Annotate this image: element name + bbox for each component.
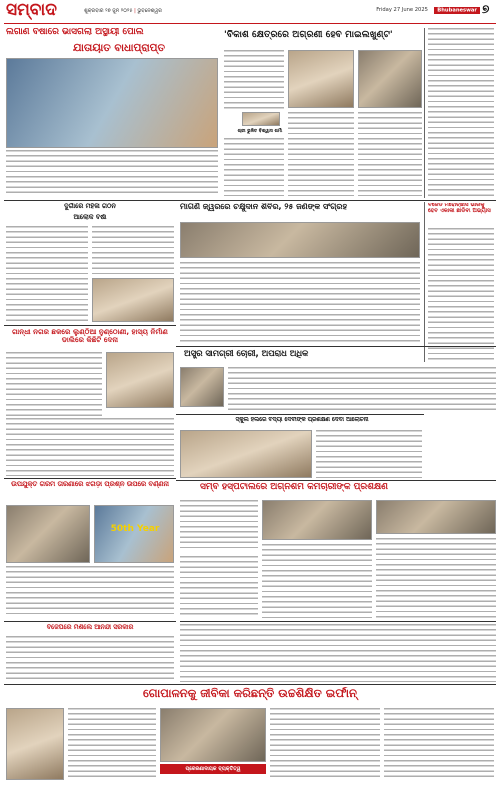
lead-left-headline-2: ଯାତାୟାତ ବାଧାପ୍ରାପ୍ତ <box>72 43 166 54</box>
top-center-body-4 <box>358 112 422 196</box>
top-center-photo-2 <box>358 50 422 108</box>
gandhi-body <box>6 352 102 416</box>
top-center-body-1 <box>224 50 284 112</box>
bottom-photo-1 <box>6 708 64 780</box>
sand-body <box>228 367 496 413</box>
date-english: Friday 27 June 2025 <box>376 7 428 13</box>
training-body-1 <box>180 500 258 552</box>
bottom-body-2 <box>270 708 380 780</box>
bottom-photo-2 <box>160 708 266 762</box>
gandhi-portrait-photo <box>106 352 174 408</box>
training-body-2 <box>262 544 372 618</box>
training-headline: ସମ୍ବ ହସ୍ପିଟାଲରେ ଅଗ୍ନିଶମ କର୍ମଚାରୀଙ୍କ ପ୍ରଶିକ୍ଷଣ <box>200 483 388 492</box>
right-column-body-top <box>428 28 494 196</box>
training-body-4 <box>180 556 258 618</box>
training-photo-1 <box>262 500 372 540</box>
rotary-subheadline: ଆଲୋକ ବର୍ଷା <box>73 214 107 221</box>
right-story-body <box>428 228 494 360</box>
section-odia: ଭୁବନେଶ୍ୱର <box>137 8 162 14</box>
masthead-dateline-english <box>340 7 480 17</box>
top-center-body-3 <box>288 112 354 196</box>
bottom-tag: ପ୍ରେରଣାଦାୟକ ବ୍ୟକ୍ତିତ୍ୱ <box>160 764 266 774</box>
poster-text: 50th Year <box>110 524 160 534</box>
misc-body <box>180 624 496 682</box>
teacher-body <box>6 566 174 618</box>
page-number: ୭ <box>482 3 490 16</box>
bottom-body-3 <box>384 708 494 780</box>
sand-headline: ଅସ୍ତ୍ର ସାମଗ୍ରୀ ଚୋରୀ, ଅପରାଧ ଅଧିକ <box>184 349 309 358</box>
poster-photo <box>94 505 174 563</box>
top-center-caption: ଶ୍ରୀ ଭୁଜିତ ବିଶ୍ୱାସ ଶର୍ମା <box>237 129 283 134</box>
bottom-body-1 <box>68 708 156 780</box>
news-a-headline: ସ୍କୁଲ ହଲରେ ବିଦ୍ୟା ଦେବୀଙ୍କ ପ୍ରଶିକ୍ଷଣ ଦେବା ଆଲୋଚନା <box>235 417 369 423</box>
school-photo <box>6 505 90 563</box>
masthead-dateline-odia: ଶୁକ୍ରବାର ୨୭ ଜୁନ ୨୦୨୫ | ଭୁବନେଶ୍ୱର <box>84 8 162 14</box>
portrait-photo-small <box>242 112 280 126</box>
training-photo-2 <box>376 500 496 534</box>
masthead <box>0 0 500 27</box>
flood-photo <box>6 58 218 148</box>
teacher-headline: ଉପଯୁକ୍ତ ଗରମ ତାରଣାରେ ଝଗଡ଼ା ପ୍ରଶ୍ନ ଉପରେ ବର୍ଣ୍ଣନା <box>11 481 169 488</box>
death-body <box>6 636 174 682</box>
camp-body <box>180 262 420 344</box>
camp-photo <box>180 222 420 258</box>
news-a-body <box>316 430 422 478</box>
date-odia: ଶୁକ୍ରବାର ୨୭ ଜୁନ ୨୦୨୫ <box>84 8 133 14</box>
gandhi-body-2 <box>6 418 174 476</box>
bottom-headline: ଗୋପାଳନକୁ ଜୀବିକା କରିଛନ୍ତି ଉଚ୍ଚଶିକ୍ଷିତ ଇର୍ଫାନ୍ <box>143 687 357 700</box>
gandhi-headline: ଗାନ୍ଧୀ ନଗର ଛକରେ ଲୁଣ୍ଠିଆ ନୁଣ୍ଠୋଣୀ, ହାସ୍ୟ ନିର୍ମାଣ ଡାଲିରେ କିଛିଟି ଦେନା <box>12 328 168 344</box>
rotary-photo <box>92 278 174 322</box>
city-badge: Bhubaneswar <box>434 7 480 14</box>
sand-photo <box>180 367 224 407</box>
right-story-headline: ବିଜେଡି ମହୋଚ୍ଛାସ ଭାରିକୁ ହେବ ଏକାକୀ ଛାଡିବା ଅଭ୍ୟାସ <box>428 203 491 214</box>
lead-left-headline-1: ଲଗାଣ ବର୍ଷାରେ ଭାସିଗଲା ଅସ୍ଥାୟୀ ପୋଲ <box>6 28 144 37</box>
camp-headline: ମାଗଣି ଜ୍ୱରରେ ଚକ୍ଷୁଦାନ ଶିବିର, ୨୫ ଜଣଙ୍କ ସଂଗ୍ରହ <box>180 203 348 211</box>
top-center-photo-1 <box>288 50 354 108</box>
newspaper-logo: ସମ୍ବାଦ <box>6 2 57 20</box>
top-center-body-2 <box>224 138 284 196</box>
rotary-headline: ଦୁର୍ଗାରେ ମହିଳା ଗଠନ <box>64 203 116 210</box>
news-a-photo <box>180 430 312 478</box>
training-body-3 <box>376 538 496 618</box>
death-headline: ବିଜେପିରେ ମିଶିଲେ ଆନନ୍ଦୀ ସରକାର <box>46 624 134 631</box>
top-center-headline: 'ବିକାଶ କ୍ଷେତ୍ରରେ ଅଗ୍ରଣୀ ହେବ ମାଇଲଖୁଣ୍ଟ' <box>224 30 393 40</box>
rotary-body <box>6 226 88 322</box>
lead-left-body <box>6 150 218 196</box>
